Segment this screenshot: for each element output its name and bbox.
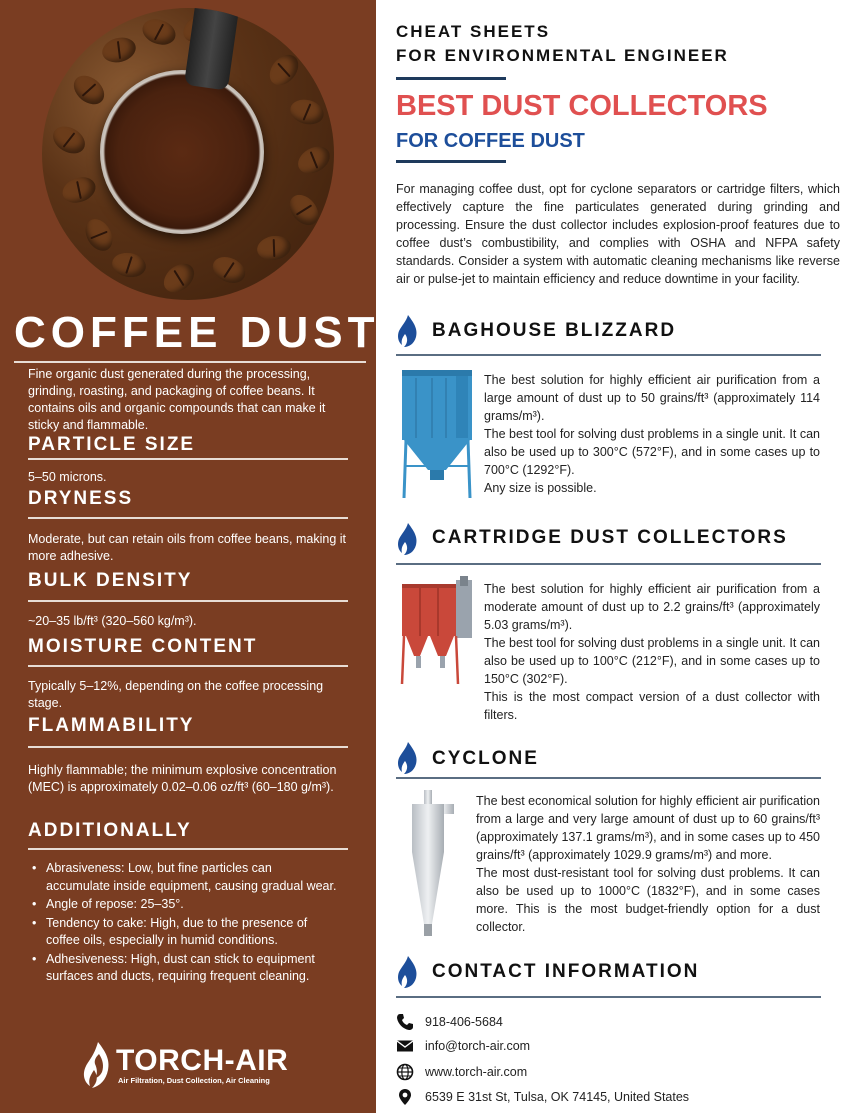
divider: [14, 361, 366, 363]
logo-tagline: Air Filtration, Dust Collection, Air Cleaning: [118, 1076, 270, 1085]
page-subtitle: FOR COFFEE DUST: [396, 130, 585, 152]
dryness-text: Moderate, but can retain oils from coffee beans, making it more adhesive.: [28, 532, 346, 563]
divider: [396, 996, 821, 998]
contact-heading: CONTACT INFORMATION: [432, 961, 700, 982]
bulk-density-text: ~20–35 lb/ft³ (320–560 kg/m³).: [28, 614, 197, 628]
flammability-text: Highly flammable; the minimum explosive concentration (MEC) is approximately 0.02–0.06 oz/ft³ (60–180 g/m³).: [28, 763, 337, 794]
cartridge-text: [484, 580, 820, 724]
divider: [28, 746, 348, 748]
email-address[interactable]: info@torch-air.com: [425, 1039, 531, 1053]
divider: [28, 665, 348, 667]
dust-description: Fine organic dust generated during the processing, grinding, roasting, and packaging of coffee beans. It contains oils and organic compounds that can make it sticky and flammable.: [28, 367, 326, 432]
moisture-content-heading: MOISTURE CONTENT: [28, 636, 258, 657]
baghouse-collector-image: [396, 366, 478, 502]
location-pin-icon: [396, 1088, 414, 1106]
phone-icon: [396, 1013, 414, 1031]
website-link[interactable]: www.torch-air.com: [425, 1065, 528, 1079]
paragraph: The best tool for solving dust problems in a single unit. It can also be used up to 300°C (572°F), and in some cases up to 700°C (1292°F).: [484, 427, 820, 477]
intro-paragraph: For managing coffee dust, opt for cyclone separators or cartridge filters, which effectively capture the fine particulates generated during grinding and processing. Ensure the dust collector includes explosion-proof features due to coffee dust’s combustibility, and complies with OSHA and NFPA safety standards. Consider a system with automatic cleaning mechanisms like reverse air or pulse-jet to maintain efficiency and reduce downtime in your facility.: [396, 182, 840, 286]
additional-properties-list: [28, 860, 338, 987]
cyclone-description: [476, 792, 820, 936]
street-address: 6539 E 31st St, Tulsa, OK 74145, United States: [425, 1090, 690, 1104]
divider: [396, 563, 821, 565]
coffee-portafilter-image: [42, 8, 334, 300]
paragraph: Any size is possible.: [484, 481, 597, 495]
cartridge-description: [484, 580, 820, 724]
torch-air-logo: [80, 1040, 300, 1092]
cyclone-heading: CYCLONE: [432, 748, 539, 769]
page-title: BEST DUST COLLECTORS: [396, 90, 768, 122]
divider: [396, 160, 506, 163]
right-panel: [376, 0, 860, 1113]
email-icon: [396, 1037, 414, 1055]
cyclone-text: [476, 792, 820, 936]
divider: [28, 458, 348, 460]
divider: [28, 848, 348, 850]
dryness-heading: DRYNESS: [28, 488, 134, 509]
particle-size-text: 5–50 microns.: [28, 470, 107, 484]
kicker-line: CHEAT SHEETS: [396, 22, 551, 41]
list-item: • Abrasiveness: Low, but fine particles can accumulate inside equipment, causing gradual wear.: [28, 860, 338, 895]
baghouse-description: [484, 371, 820, 497]
divider: [396, 77, 506, 80]
phone-number[interactable]: 918-406-5684: [425, 1015, 503, 1029]
cyclone-collector-image: [398, 790, 460, 938]
kicker-line: FOR ENVIRONMENTAL ENGINEER: [396, 46, 729, 65]
flame-icon: [396, 955, 420, 989]
logo-wordmark: TORCH-AIR: [116, 1044, 289, 1077]
moisture-content-text: Typically 5–12%, depending on the coffee processing stage.: [28, 679, 324, 710]
bulk-density-heading: BULK DENSITY: [28, 570, 193, 591]
flame-icon: [80, 1040, 116, 1090]
list-item: • Adhesiveness: High, dust can stick to equipment surfaces and ducts, requiring frequent cleaning.: [28, 951, 338, 986]
list-item: • Tendency to cake: High, due to the presence of coffee oils, especially in humid conditions.: [28, 915, 338, 950]
cartridge-heading: CARTRIDGE DUST COLLECTORS: [432, 527, 788, 548]
flammability-heading: FLAMMABILITY: [28, 715, 195, 736]
baghouse-text: [484, 371, 820, 497]
additionally-heading: ADDITIONALLY: [28, 820, 192, 841]
paragraph: The most dust-resistant tool for solving dust problems. It can also be used up to 1000°C (1832°F), and in some cases more. This is the most budget-friendly option for a dust collector.: [476, 866, 820, 934]
paragraph: The best solution for highly efficient air purification from a moderate amount of dust up to 2.2 grains/ft³ (approximately 5.03 grams/m³).: [484, 582, 820, 632]
paragraph: This is the most compact version of a dust collector with filters.: [484, 690, 820, 722]
flame-icon: [396, 314, 420, 348]
divider: [28, 600, 348, 602]
cartridge-collector-image: [398, 576, 476, 688]
globe-icon: [396, 1063, 414, 1081]
paragraph: The best solution for highly efficient air purification from a large amount of dust up to 50 grains/ft³ (approximately 114 grams/m³).: [484, 373, 820, 423]
divider: [28, 517, 348, 519]
flame-icon: [396, 522, 420, 556]
particle-size-heading: PARTICLE SIZE: [28, 434, 196, 455]
baghouse-heading: BAGHOUSE BLIZZARD: [432, 320, 677, 341]
list-item: • Angle of repose: 25–35°.: [28, 896, 338, 914]
flame-icon: [396, 741, 420, 775]
paragraph: The best economical solution for highly efficient air purification from a large and very large amount of dust up to 60 grains/ft³ (approximately 137.1 grams/m³), and in some cases up to 450 grains/ft³ (approximately 1029.9 grams/m³) and more.: [476, 794, 820, 862]
paragraph: The best tool for solving dust problems in a single unit. It can also be used up to 100°C (212°F), and in some cases up to 150°C (302°F).: [484, 636, 820, 686]
divider: [396, 777, 821, 779]
cheat-sheet-kicker: [396, 20, 729, 68]
dust-type-title: COFFEE DUST: [14, 308, 380, 357]
divider: [396, 354, 821, 356]
left-panel: [0, 0, 380, 1113]
